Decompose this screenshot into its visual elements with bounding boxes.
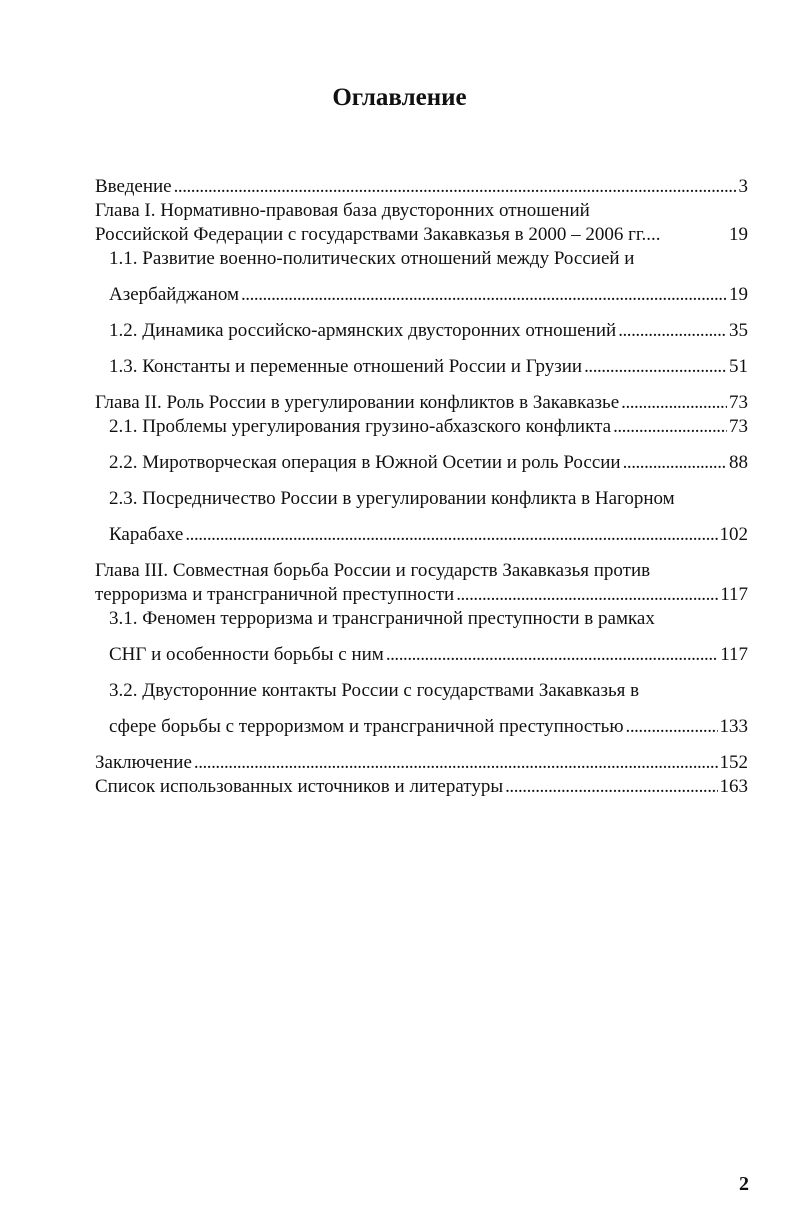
toc-entry-text: Карабахе [109, 524, 184, 545]
toc-page-number: 19 [729, 224, 748, 245]
toc-entry-text: Российской Федерации с государствами Закавказья в 2000 – 2006 гг.... [95, 224, 661, 245]
toc-section-3-1-line2[interactable] [109, 643, 748, 667]
toc-chapter-3-line2[interactable] [95, 583, 748, 607]
toc-entry-text: 1.3. Константы и переменные отношений России и Грузии [109, 356, 583, 377]
toc-section-2-1[interactable] [109, 415, 748, 439]
toc-page-number: 152 [719, 752, 748, 773]
toc-entry-text: Глава II. Роль России в урегулировании конфликтов в Закавказье [95, 392, 620, 413]
toc-entry-text: СНГ и особенности борьбы с ним [109, 644, 384, 665]
toc-entry-intro[interactable] [95, 175, 748, 199]
toc-page-number: 73 [729, 416, 748, 437]
toc-chapter-2[interactable] [95, 391, 748, 415]
toc-page-number: 102 [719, 524, 748, 545]
dot-leader [456, 583, 718, 607]
dot-leader [194, 751, 718, 775]
toc-section-1-2[interactable] [109, 319, 748, 343]
toc-entry-text: 2.2. Миротворческая операция в Южной Осетии и роль России [109, 452, 621, 473]
toc-page-number: 35 [729, 320, 748, 341]
toc-page-number: 88 [729, 452, 748, 473]
toc-chapter-1-line1[interactable]: Глава I. Нормативно-правовая база двусторонних отношений [95, 200, 590, 221]
dot-leader [584, 355, 727, 379]
toc-entry-text: 2.1. Проблемы урегулирования грузино-абхазского конфликта [109, 416, 612, 437]
dot-leader [618, 319, 727, 343]
toc-page-number: 163 [719, 776, 748, 797]
toc-chapter-1-line2[interactable] [95, 223, 748, 247]
dot-leader [613, 415, 727, 439]
page-title: Оглавление [332, 84, 467, 111]
toc-entry-text: 1.2. Динамика российско-армянских двусторонних отношений [109, 320, 617, 341]
toc-section-1-1-line2[interactable] [109, 283, 748, 307]
toc-page-number: 3 [738, 176, 748, 197]
toc-section-2-2[interactable] [109, 451, 748, 475]
toc-entry-text: Введение [95, 176, 172, 197]
toc-page-number: 19 [729, 284, 748, 305]
page-number: 2 [739, 1173, 749, 1195]
toc-entry-conclusion[interactable] [95, 751, 748, 775]
toc-page-number: 117 [720, 644, 748, 665]
dot-leader [623, 451, 727, 475]
toc-section-1-1-line1[interactable]: 1.1. Развитие военно-политических отношений между Россией и [109, 248, 635, 269]
toc-chapter-3-line1[interactable]: Глава III. Совместная борьба России и государств Закавказья против [95, 560, 651, 581]
toc-section-3-1-line1[interactable]: 3.1. Феномен терроризма и трансграничной преступности в рамках [109, 608, 655, 629]
dot-leader [505, 775, 717, 799]
toc-section-2-3-line2[interactable] [109, 523, 748, 547]
toc-entry-text: Азербайджаном [109, 284, 239, 305]
toc-entry-text: сфере борьбы с терроризмом и трансграничной преступностью [109, 716, 624, 737]
toc-page-number: 117 [720, 584, 748, 605]
dot-leader [621, 391, 727, 415]
toc-section-2-3-line1[interactable]: 2.3. Посредничество России в урегулировании конфликта в Нагорном [109, 488, 675, 509]
toc-entry-text: Список использованных источников и литературы [95, 776, 504, 797]
toc-page-number: 51 [729, 356, 748, 377]
dot-leader [626, 715, 718, 739]
toc-entry-sources[interactable] [95, 775, 748, 799]
dot-leader [386, 643, 718, 667]
toc-entry-text: Заключение [95, 752, 192, 773]
toc-section-1-3[interactable] [109, 355, 748, 379]
toc-page-number: 133 [719, 716, 748, 737]
toc-section-3-2-line2[interactable] [109, 715, 748, 739]
toc-page-number: 73 [729, 392, 748, 413]
dot-leader [241, 283, 727, 307]
toc-entry-text: терроризма и трансграничной преступности [95, 584, 455, 605]
toc-section-3-2-line1[interactable]: 3.2. Двусторонние контакты России с государствами Закавказья в [109, 680, 640, 701]
dot-leader [185, 523, 717, 547]
dot-leader [174, 175, 737, 199]
